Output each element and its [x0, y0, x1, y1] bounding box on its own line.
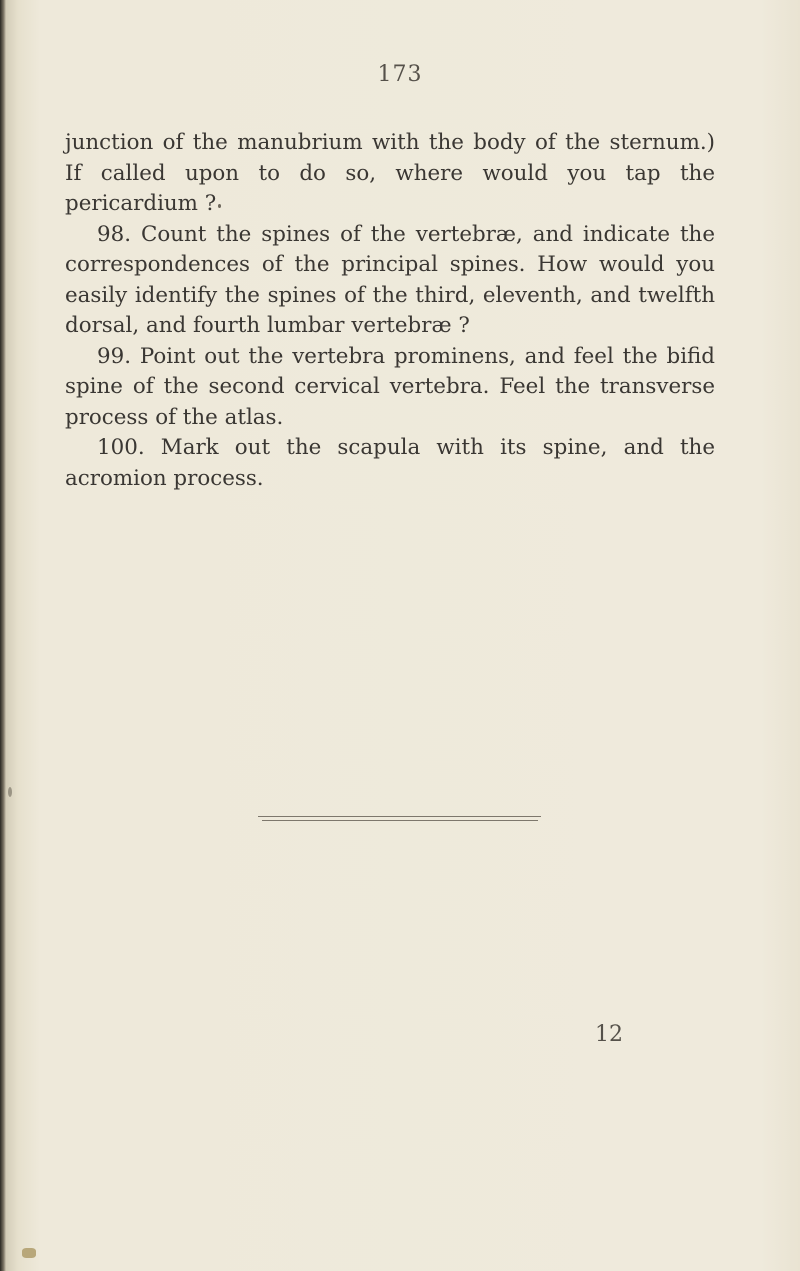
question-100: 100. Mark out the scapula with its spine, and the acromion process. — [65, 435, 715, 491]
section-rule-top — [258, 816, 541, 817]
paragraph-97-continued: junction of the manubrium with the body of the sternum.) If called upon to do so, where would you tap the pericardium ? — [65, 130, 715, 216]
question-99: 99. Point out the vertebra prominens, and feel the bifid spine of the second cervical vertebra. Feel the transverse process of the atlas. — [65, 343, 715, 430]
section-rule-bottom — [262, 820, 538, 821]
signature-mark: 12 — [595, 1022, 623, 1047]
ink-speck — [8, 787, 12, 797]
page-number: 173 — [377, 62, 423, 87]
body-text — [65, 128, 715, 494]
question-98: 98. Count the spines of the vertebræ, and indicate the correspondences of the principal spines. How would you easily identify the spines of the third, eleventh, and twelfth dorsal, and fourth lumbar vertebræ ? — [65, 221, 715, 338]
binding-shadow — [0, 0, 6, 1271]
page-stain — [22, 1248, 36, 1258]
ink-speck — [218, 204, 221, 208]
